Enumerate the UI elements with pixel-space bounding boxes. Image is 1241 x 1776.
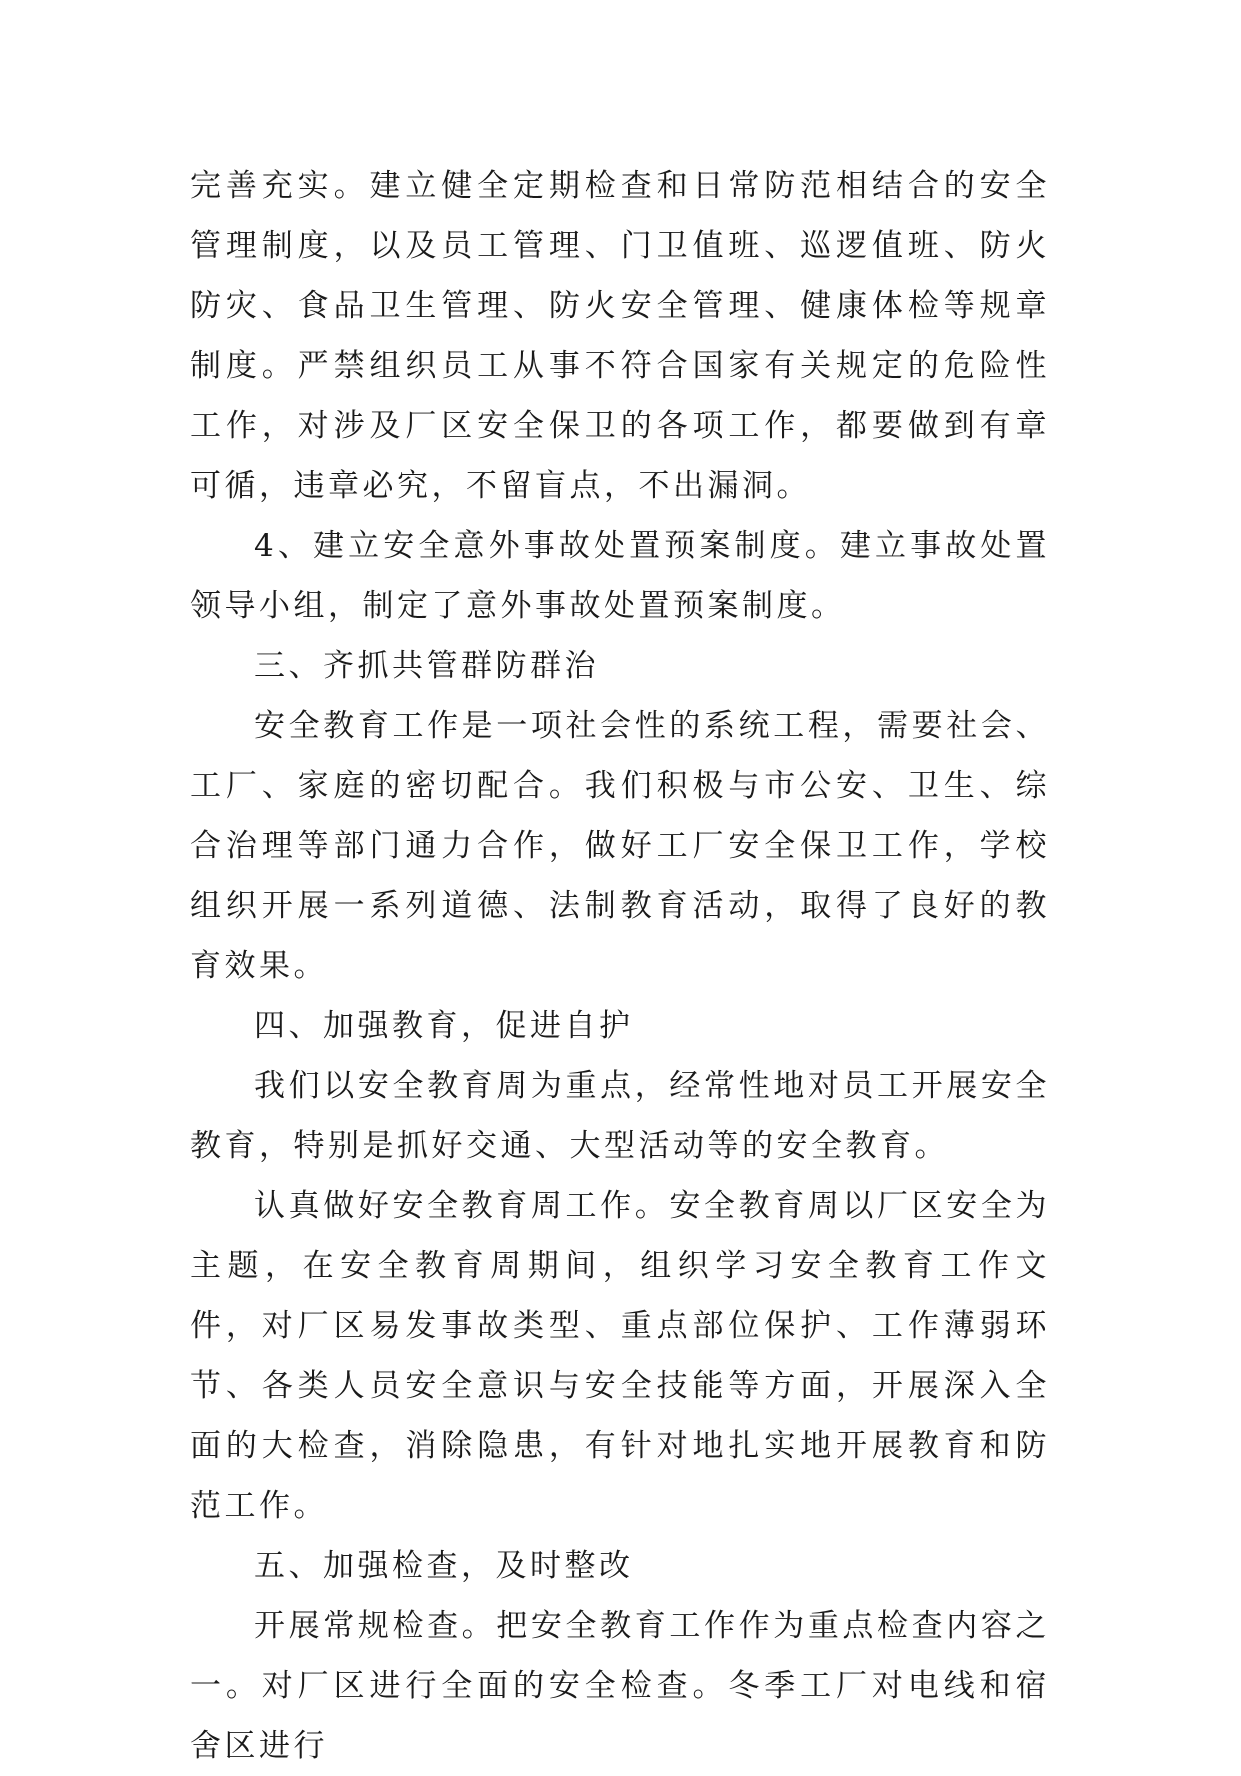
paragraph-education-week-work: 认真做好安全教育周工作。安全教育周以厂区安全为主题，在安全教育周期间，组织学习安全教育工作文件，对厂区易发事故类型、重点部位保护、工作薄弱环节、各类人员安全意识与安全技能等方面，开展深入全面的大检查，消除隐患，有针对地扎实地开展教育和防范工作。 bbox=[190, 1188, 1050, 1524]
paragraph-accident-plan: 4、建立安全意外事故处置预案制度。建立事故处置领导小组，制定了意外事故处置预案制度。 bbox=[190, 528, 1050, 624]
section-heading-5: 五、加强检查，及时整改 bbox=[254, 1548, 634, 1584]
paragraph-cooperation: 安全教育工作是一项社会性的系统工程，需要社会、工厂、家庭的密切配合。我们积极与市公安、卫生、综合治理等部门通力合作，做好工厂安全保卫工作，学校组织开展一系列道德、法制教育活动，取得了良好的教育效果。 bbox=[190, 708, 1050, 984]
section-heading-4: 四、加强教育，促进自护 bbox=[254, 1008, 634, 1044]
paragraph-education-week: 我们以安全教育周为重点，经常性地对员工开展安全教育，特别是抓好交通、大型活动等的安全教育。 bbox=[190, 1068, 1050, 1164]
paragraph-safety-rules: 完善充实。建立健全定期检查和日常防范相结合的安全管理制度，以及员工管理、门卫值班、巡逻值班、防火防灾、食品卫生管理、防火安全管理、健康体检等规章制度。严禁组织员工从事不符合国家有关规定的危险性工作，对涉及厂区安全保卫的各项工作，都要做到有章可循，违章必究，不留盲点，不出漏洞。 bbox=[190, 168, 1050, 504]
document-body bbox=[190, 156, 1050, 1776]
section-heading-3: 三、齐抓共管群防群治 bbox=[254, 648, 599, 684]
paragraph-routine-inspection: 开展常规检查。把安全教育工作作为重点检查内容之一。对厂区进行全面的安全检查。冬季工厂对电线和宿舍区进行 bbox=[190, 1608, 1050, 1764]
